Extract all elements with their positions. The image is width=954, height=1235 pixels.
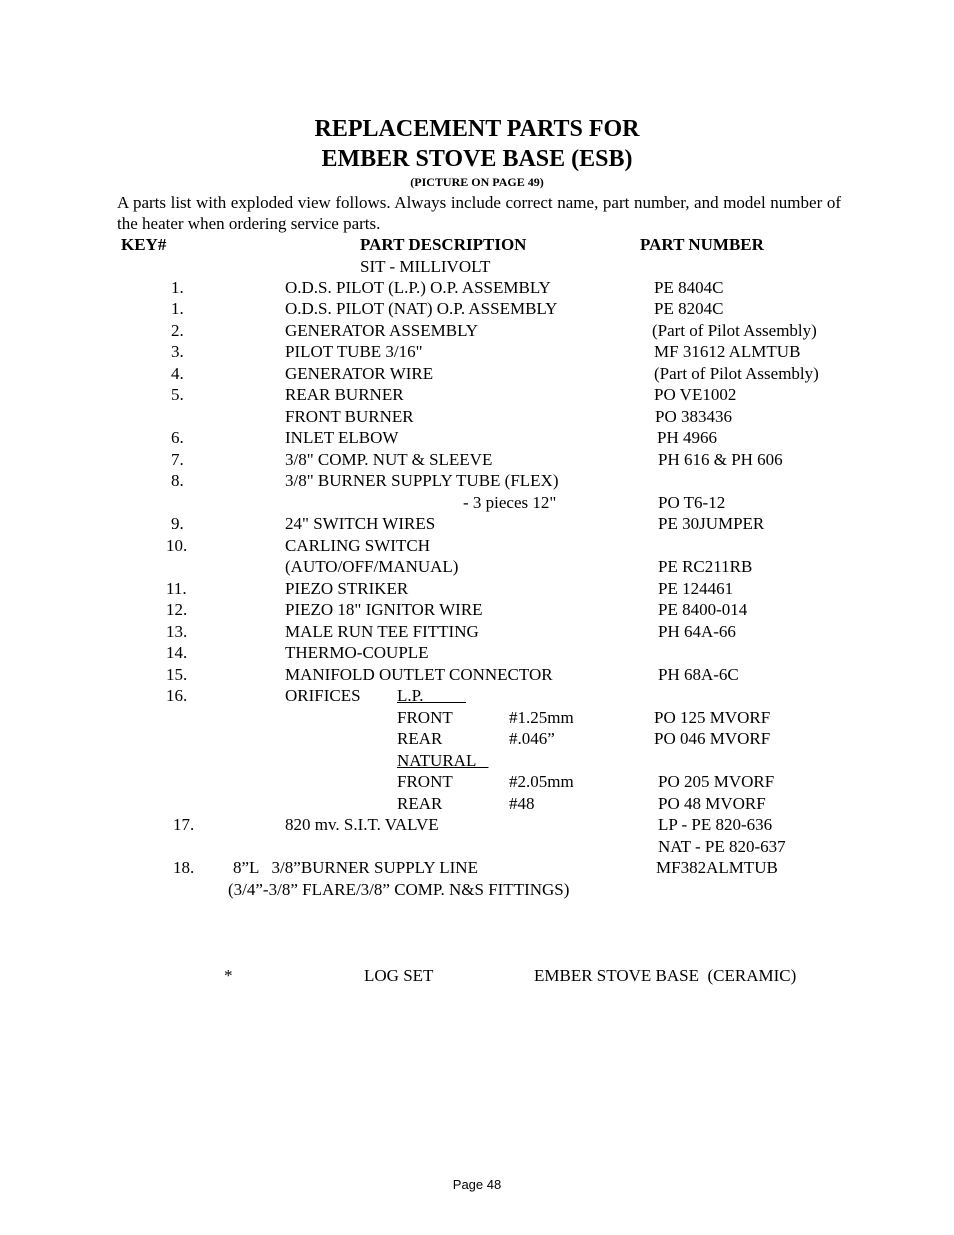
- orifice-size: #.046”: [509, 729, 555, 748]
- row-part-number: LP - PE 820-636: [658, 815, 773, 834]
- row-part-number: PH 64A-66: [658, 622, 736, 641]
- row-description: 820 mv. S.I.T. VALVE: [285, 815, 439, 834]
- log-set-label: LOG SET: [364, 966, 434, 985]
- row-key: 9.: [171, 514, 184, 533]
- row-description-continued: (3/4”-3/8” FLARE/3/8” COMP. N&S FITTINGS): [228, 880, 570, 899]
- row-key: 17.: [173, 815, 195, 834]
- row-part-number: MF382ALMTUB: [656, 858, 778, 877]
- row-part-number: PE 124461: [658, 579, 734, 598]
- page-title-line2: EMBER STOVE BASE (ESB): [321, 146, 633, 172]
- row-part-number: MF 31612 ALMTUB: [654, 342, 801, 361]
- page-title-line1: REPLACEMENT PARTS FOR: [314, 116, 640, 142]
- row-key: 6.: [171, 428, 184, 447]
- row-key: 11.: [166, 579, 187, 598]
- log-set-description: EMBER STOVE BASE (CERAMIC): [534, 966, 797, 985]
- row-description: CARLING SWITCH: [285, 536, 430, 555]
- intro-paragraph: A parts list with exploded view follows. Always include correct name, part number, and model number of the heater when ordering service parts.: [117, 193, 841, 233]
- orifice-position: FRONT: [397, 708, 453, 727]
- row-description: PIEZO 18" IGNITOR WIRE: [285, 600, 483, 619]
- orifice-size: #1.25mm: [509, 708, 574, 727]
- header-description: PART DESCRIPTION: [360, 235, 527, 254]
- row-description: REAR BURNER: [285, 385, 404, 404]
- row-description: THERMO-COUPLE: [285, 643, 429, 662]
- row-part-number: PH 4966: [657, 428, 717, 447]
- orifice-size: #48: [509, 794, 535, 813]
- row-key: 8.: [171, 471, 184, 490]
- row-part-number: PE 30JUMPER: [658, 514, 765, 533]
- row-key: 13.: [166, 622, 188, 641]
- row-key: 18.: [173, 858, 195, 877]
- orifice-part-number: PO 48 MVORF: [658, 794, 766, 813]
- row-key: 12.: [166, 600, 188, 619]
- orifices-nat-label: NATURAL: [397, 751, 489, 770]
- row-part-number: PE 8404C: [654, 278, 724, 297]
- orifice-part-number: PO 205 MVORF: [658, 772, 775, 791]
- row-description: - 3 pieces 12": [463, 493, 557, 512]
- row-description: O.D.S. PILOT (NAT) O.P. ASSEMBLY: [285, 299, 558, 318]
- row-description: 24" SWITCH WIRES: [285, 514, 436, 533]
- page-subtitle: (PICTURE ON PAGE 49): [410, 175, 544, 189]
- row-key: 4.: [171, 364, 184, 383]
- row-description: 3/8" COMP. NUT & SLEEVE: [285, 450, 493, 469]
- row-description: FRONT BURNER: [285, 407, 414, 426]
- row-part-number: PE RC211RB: [658, 557, 753, 576]
- log-set-mark: *: [224, 966, 233, 985]
- row-part-number: PH 68A-6C: [658, 665, 739, 684]
- row-part-number: NAT - PE 820-637: [658, 837, 786, 856]
- row-part-number: PH 616 & PH 606: [658, 450, 783, 469]
- page-number: Page 48: [452, 1177, 502, 1192]
- row-key: 15.: [166, 665, 188, 684]
- orifice-part-number: PO 046 MVORF: [654, 729, 771, 748]
- row-description: MANIFOLD OUTLET CONNECTOR: [285, 665, 553, 684]
- orifice-size: #2.05mm: [509, 772, 574, 791]
- row-description: (AUTO/OFF/MANUAL): [285, 557, 459, 576]
- header-part-number: PART NUMBER: [640, 235, 764, 254]
- row-part-number: PO T6-12: [658, 493, 726, 512]
- row-key: 3.: [171, 342, 184, 361]
- row-description: MALE RUN TEE FITTING: [285, 622, 479, 641]
- row-description: 3/8" BURNER SUPPLY TUBE (FLEX): [285, 471, 559, 490]
- row-description: GENERATOR WIRE: [285, 364, 434, 383]
- row-part-number: PE 8400-014: [658, 600, 748, 619]
- orifice-position: FRONT: [397, 772, 453, 791]
- header-key: KEY#: [121, 235, 167, 254]
- row-part-number: PO VE1002: [654, 385, 737, 404]
- row-key: 14.: [166, 643, 188, 662]
- row-key: 5.: [171, 385, 184, 404]
- row-key: 10.: [166, 536, 188, 555]
- row-key: 16.: [166, 686, 188, 705]
- row-part-number: (Part of Pilot Assembly): [652, 321, 817, 340]
- row-part-number: (Part of Pilot Assembly): [654, 364, 819, 383]
- row-description: PILOT TUBE 3/16": [285, 342, 423, 361]
- section-label: SIT - MILLIVOLT: [360, 257, 491, 276]
- row-part-number: PO 383436: [655, 407, 732, 426]
- row-key: 2.: [171, 321, 184, 340]
- row-key: 7.: [171, 450, 184, 469]
- orifice-position: REAR: [397, 729, 443, 748]
- orifice-position: REAR: [397, 794, 443, 813]
- row-description: 8”L 3/8”BURNER SUPPLY LINE: [233, 858, 478, 877]
- row-description: GENERATOR ASSEMBLY: [285, 321, 479, 340]
- orifices-lp-label: L.P.: [397, 686, 466, 705]
- row-key: 1.: [171, 299, 184, 318]
- row-description: INLET ELBOW: [285, 428, 399, 447]
- row-part-number: PE 8204C: [654, 299, 724, 318]
- row-description: PIEZO STRIKER: [285, 579, 409, 598]
- orifice-part-number: PO 125 MVORF: [654, 708, 771, 727]
- row-key: 1.: [171, 278, 184, 297]
- orifices-label: ORIFICES: [285, 686, 361, 705]
- row-description: O.D.S. PILOT (L.P.) O.P. ASSEMBLY: [285, 278, 551, 297]
